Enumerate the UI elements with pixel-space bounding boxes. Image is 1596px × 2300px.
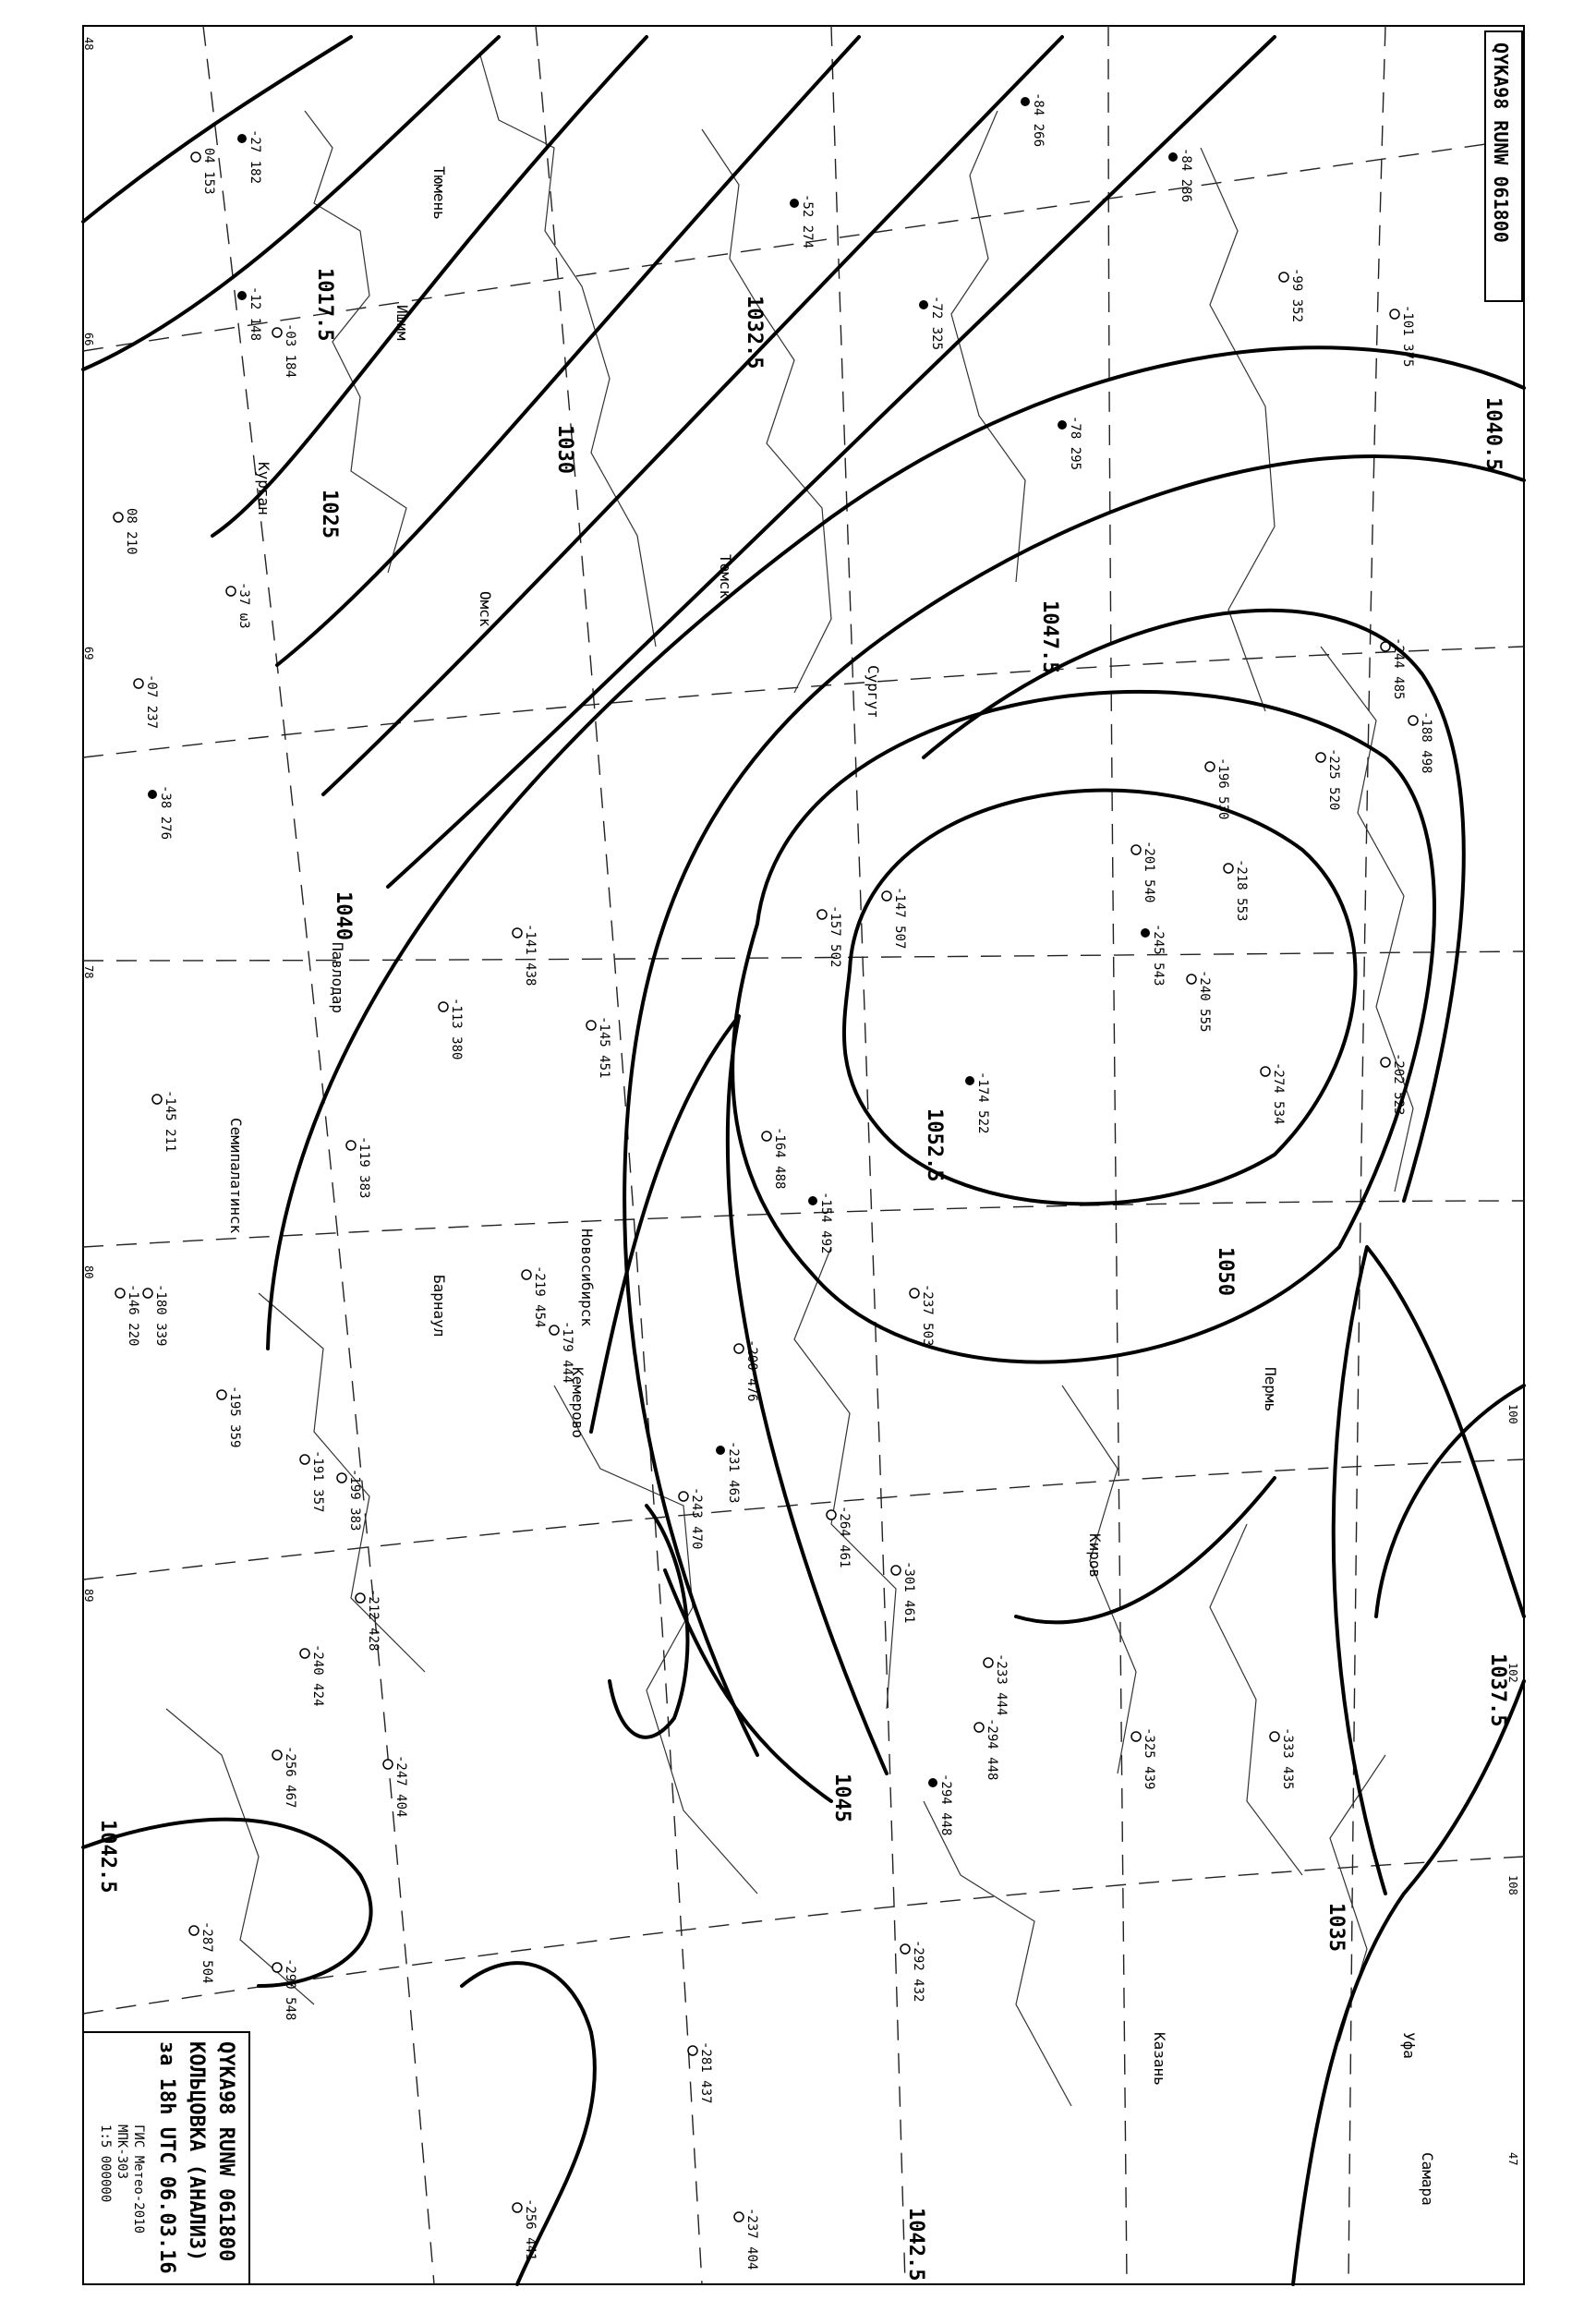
station-code: -237 503 (920, 1284, 935, 1347)
station-code: -07 237 (144, 674, 159, 730)
margin-number: 100 (1506, 1404, 1519, 1424)
station-code: -179 444 (560, 1321, 574, 1384)
margin-number: 80 (82, 1265, 95, 1279)
city-name: Павлодар (329, 942, 346, 1014)
margin-number: 47 (1506, 2152, 1519, 2166)
station-code: -52 274 (800, 194, 815, 249)
station-code: -237 404 (744, 2208, 759, 2270)
station-code: -333 435 (1280, 1727, 1295, 1790)
city-name: Казань (1151, 2032, 1168, 2086)
city-name: Кемерово (569, 1367, 586, 1439)
station-code: -202 523 (1391, 1053, 1406, 1116)
station-code: -290 548 (283, 1958, 297, 2021)
station-code: -274 534 (1271, 1062, 1286, 1125)
isobar-label: 1017.5 (313, 268, 336, 342)
station-code: -200 476 (744, 1339, 759, 1402)
station-code: -196 530 (1215, 757, 1230, 820)
station-code: -264 461 (837, 1506, 852, 1568)
station-code: -99 352 (1289, 268, 1304, 323)
station-code: -38 276 (158, 785, 173, 841)
city-name: Семипалатинск (227, 1118, 245, 1234)
station-code: -141 438 (523, 924, 538, 987)
station-code: -146 220 (126, 1284, 140, 1347)
station-code: -281 437 (698, 2041, 713, 2104)
header-tag (1485, 31, 1522, 301)
margin-number: 78 (82, 965, 95, 979)
station-code: -37 ω3 (236, 582, 251, 629)
station-code: -244 485 (1391, 637, 1406, 700)
station-code: -292 432 (911, 1940, 925, 2003)
isobar-label: 1030 (553, 425, 576, 474)
margin-number: 102 (1506, 1663, 1519, 1683)
station-code: -27 182 (248, 129, 262, 185)
isobar-label: 1042.5 (904, 2208, 927, 2282)
isobar-label: 1040.5 (1481, 397, 1505, 471)
legend-scale: 1:5 000000 (98, 2124, 113, 2203)
station-code: -72 325 (929, 296, 944, 351)
city-name: Ишим (393, 305, 411, 341)
city-name: Барнаул (430, 1275, 448, 1338)
station-code: -212 428 (366, 1589, 381, 1652)
station-code: -101 375 (1400, 305, 1415, 368)
city-name: Омск (477, 591, 494, 627)
station-code: -119 383 (357, 1136, 371, 1199)
isobar-label: 1035 (1324, 1903, 1348, 1952)
isobar-label: 1025 (318, 490, 341, 539)
station-code: -294 448 (985, 1718, 999, 1781)
station-code: -201 540 (1142, 841, 1156, 903)
isobar-label: 1050 (1214, 1247, 1237, 1296)
station-code: -154 492 (818, 1192, 833, 1254)
isobar-label: 1040 (332, 891, 355, 940)
margin-number: 108 (1506, 1875, 1519, 1895)
margin-number: 89 (82, 1589, 95, 1603)
margin-number: 66 (82, 333, 95, 346)
city-name: Уфа (1400, 2032, 1418, 2059)
station-code: -145 451 (597, 1016, 611, 1079)
station-code: 08 210 (124, 508, 139, 555)
legend-title: КОЛЬЦОВКА (АНАЛИЗ) (185, 2041, 208, 2262)
isobar-label: 1037.5 (1486, 1653, 1509, 1727)
city-name: Томск (717, 554, 734, 599)
station-code: -225 520 (1326, 748, 1341, 811)
station-code: -188 498 (1419, 711, 1433, 774)
legend-block (83, 2032, 249, 2284)
station-code: -174 522 (975, 1071, 990, 1134)
station-code: -164 488 (772, 1127, 787, 1190)
legend-format: МПК-303 (115, 2124, 129, 2180)
city-name: Сургут (864, 665, 882, 719)
station-code: -199 383 (347, 1469, 362, 1531)
isobar-label: 1052.5 (923, 1108, 946, 1182)
station-code: -240 424 (310, 1644, 325, 1707)
isobar-label: 1045 (830, 1773, 853, 1822)
legend-code: QYKA98 RUNW 061800 (214, 2041, 237, 2262)
station-code: -243 470 (689, 1487, 704, 1550)
header-code: QYKA98 RUNW 061800 (1490, 42, 1512, 243)
station-code: -191 357 (310, 1450, 325, 1513)
station-code: -147 507 (892, 887, 907, 950)
isobar-label: 1032.5 (743, 296, 766, 369)
station-code: -84 266 (1031, 92, 1046, 148)
station-code: -287 504 (200, 1921, 214, 1984)
city-name: Киров (1086, 1533, 1104, 1579)
city-name: Самара (1419, 2152, 1436, 2206)
margin-number: 48 (82, 37, 95, 51)
station-code: -247 404 (393, 1755, 408, 1818)
station-code: -157 502 (828, 905, 842, 968)
station-code: -113 380 (449, 998, 464, 1060)
station-code: -195 359 (227, 1386, 242, 1448)
station-code: -325 439 (1142, 1727, 1156, 1790)
station-code: -301 461 (901, 1561, 916, 1624)
city-name: Тюмень (430, 166, 448, 220)
station-code: -233 444 (994, 1653, 1009, 1716)
city-name: Курган (255, 462, 272, 515)
station-code: -78 295 (1068, 416, 1082, 471)
station-code: -256 467 (283, 1746, 297, 1809)
legend-software: ГИС Метео-2010 (131, 2124, 146, 2234)
station-code: -240 555 (1197, 970, 1212, 1033)
city-name: Пермь (1262, 1367, 1279, 1412)
station-code: -180 339 (153, 1284, 168, 1347)
legend-valid-time: за 18h UTC 06.03.16 (155, 2041, 178, 2274)
station-code: -256 441 (523, 2198, 538, 2261)
station-code: -12 148 (248, 286, 262, 342)
margin-number: 69 (82, 647, 95, 660)
station-code: -218 553 (1234, 859, 1249, 922)
station-code: -245 543 (1151, 924, 1166, 987)
station-code: -231 463 (726, 1441, 741, 1504)
isobar-label: 1047.5 (1038, 600, 1061, 674)
station-code: -145 211 (163, 1090, 177, 1153)
isobar-label: 1042.5 (96, 1820, 119, 1894)
station-code: -294 448 (938, 1773, 953, 1836)
station-code: -219 454 (532, 1265, 547, 1328)
station-code: 04 153 (201, 148, 216, 195)
station-code: -03 184 (283, 323, 297, 379)
station-code: -84 286 (1179, 148, 1193, 203)
city-name: Новосибирск (578, 1229, 596, 1326)
